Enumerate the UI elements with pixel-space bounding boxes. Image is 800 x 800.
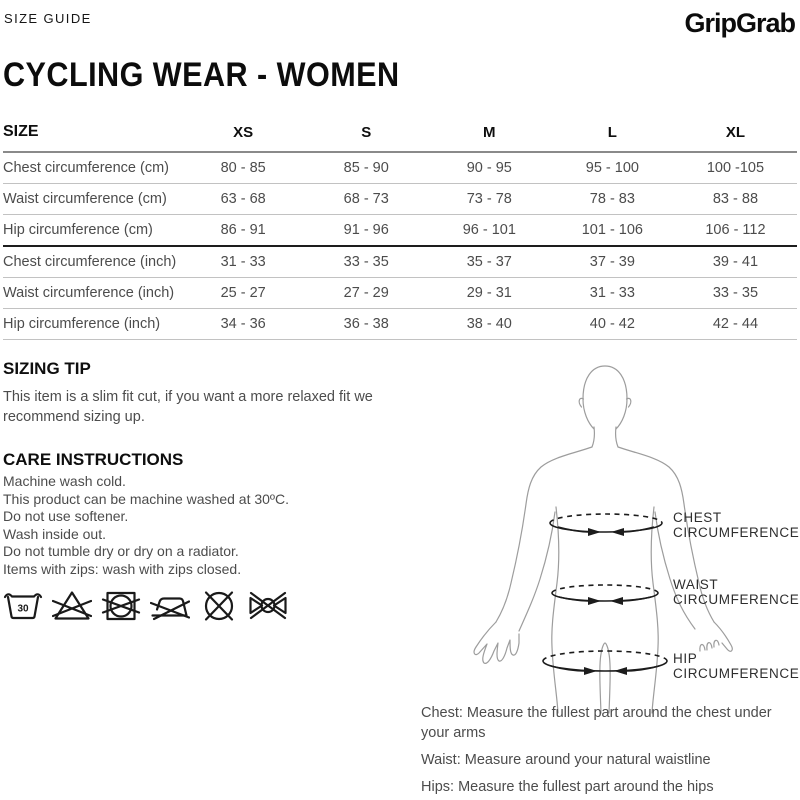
row-label: Hip circumference (cm) — [3, 215, 182, 247]
cell-value: 80 - 85 — [182, 152, 305, 184]
chest-circumference-label: CIRCUMFERENCE — [673, 525, 800, 540]
gripgrab-logo: GripGrab — [684, 8, 795, 38]
care-instructions-list — [3, 473, 433, 578]
table-row-hip-cm — [3, 215, 797, 247]
cell-value: 73 - 78 — [428, 184, 551, 215]
care-instruction: Do not use softener. — [3, 508, 129, 524]
care-instruction: Machine wash cold. — [3, 473, 126, 489]
do-not-bleach-icon — [52, 588, 92, 624]
cell-value: 34 - 36 — [182, 309, 305, 340]
cell-value: 90 - 95 — [428, 152, 551, 184]
row-label: Waist circumference (cm) — [3, 184, 182, 215]
cell-value: 86 - 91 — [182, 215, 305, 247]
cell-value: 100 -105 — [674, 152, 797, 184]
cell-value: 101 - 106 — [551, 215, 674, 247]
chest-measure-note: Chest: Measure the fullest part around the chest under your arms — [421, 705, 772, 741]
care-instructions-heading: CARE INSTRUCTIONS — [3, 450, 184, 469]
cell-value: 106 - 112 — [674, 215, 797, 247]
wash-30-icon — [3, 588, 43, 624]
hip-measure-ellipse — [543, 651, 667, 671]
cell-value: 63 - 68 — [182, 184, 305, 215]
waist-measure-note: Waist: Measure around your natural waistline — [421, 752, 711, 768]
column-header-xl: XL — [674, 119, 797, 152]
cell-value: 38 - 40 — [428, 309, 551, 340]
do-not-dry-clean-icon — [199, 588, 239, 624]
hips-measure-note: Hips: Measure the fullest part around the hips — [421, 779, 714, 795]
cell-value: 85 - 90 — [305, 152, 428, 184]
page-title: CYCLING WEAR - WOMEN — [3, 56, 400, 94]
page-eyebrow: SIZE GUIDE — [4, 11, 92, 26]
do-not-tumble-dry-icon — [101, 588, 141, 624]
cell-value: 33 - 35 — [305, 246, 428, 278]
table-row-chest-cm — [3, 152, 797, 184]
care-symbols-row — [3, 588, 288, 624]
do-not-wring-icon — [248, 588, 288, 624]
hip-circumference-label: CIRCUMFERENCE — [673, 666, 800, 681]
column-header-xs: XS — [182, 119, 305, 152]
chest-measure-ellipse — [550, 514, 662, 532]
column-header-size: SIZE — [3, 119, 182, 152]
size-table — [3, 119, 797, 340]
do-not-iron-icon — [150, 588, 190, 624]
size-table-header-row — [3, 119, 797, 152]
cell-value: 36 - 38 — [305, 309, 428, 340]
cell-value: 39 - 41 — [674, 246, 797, 278]
care-instruction: Do not tumble dry or dry on a radiator. — [3, 543, 239, 559]
cell-value: 91 - 96 — [305, 215, 428, 247]
row-label: Chest circumference (cm) — [3, 152, 182, 184]
cell-value: 35 - 37 — [428, 246, 551, 278]
cell-value: 37 - 39 — [551, 246, 674, 278]
care-instruction: Wash inside out. — [3, 525, 106, 542]
row-label: Waist circumference (inch) — [3, 278, 182, 309]
column-header-l: L — [551, 119, 674, 152]
cell-value: 78 - 83 — [551, 184, 674, 215]
cell-value: 95 - 100 — [551, 152, 674, 184]
cell-value: 40 - 42 — [551, 309, 674, 340]
row-label: Hip circumference (inch) — [3, 309, 182, 340]
chest-circumference-label: CHEST — [673, 510, 722, 525]
table-row-waist-cm — [3, 184, 797, 215]
cell-value: 96 - 101 — [428, 215, 551, 247]
cell-value: 68 - 73 — [305, 184, 428, 215]
cell-value: 33 - 35 — [674, 278, 797, 309]
hip-circumference-label: HIP — [673, 651, 698, 666]
table-row-waist-inch — [3, 278, 797, 309]
cell-value: 83 - 88 — [674, 184, 797, 215]
column-header-s: S — [305, 119, 428, 152]
wash-temperature-label: 30 — [17, 603, 29, 615]
cell-value: 31 - 33 — [182, 246, 305, 278]
cell-value: 31 - 33 — [551, 278, 674, 309]
waist-circumference-label: CIRCUMFERENCE — [673, 592, 800, 607]
waist-circumference-label: WAIST — [673, 577, 719, 592]
care-instruction: Items with zips: wash with zips closed. — [3, 560, 242, 577]
table-row-hip-inch — [3, 309, 797, 340]
cell-value: 25 - 27 — [182, 278, 305, 309]
column-header-m: M — [428, 119, 551, 152]
cell-value: 27 - 29 — [305, 278, 428, 309]
cell-value: 42 - 44 — [674, 309, 797, 340]
sizing-tip-heading: SIZING TIP — [3, 359, 91, 378]
waist-measure-ellipse — [552, 585, 658, 601]
row-label: Chest circumference (inch) — [3, 246, 182, 278]
sizing-tip-text: This item is a slim fit cut, if you want a more relaxed fit we recommend sizing up. — [3, 389, 373, 425]
measuring-notes — [421, 703, 800, 800]
cell-value: 29 - 31 — [428, 278, 551, 309]
care-instruction: This product can be machine washed at 30ºC. — [3, 490, 290, 507]
table-row-chest-inch — [3, 246, 797, 278]
body-measurement-diagram — [455, 355, 800, 720]
